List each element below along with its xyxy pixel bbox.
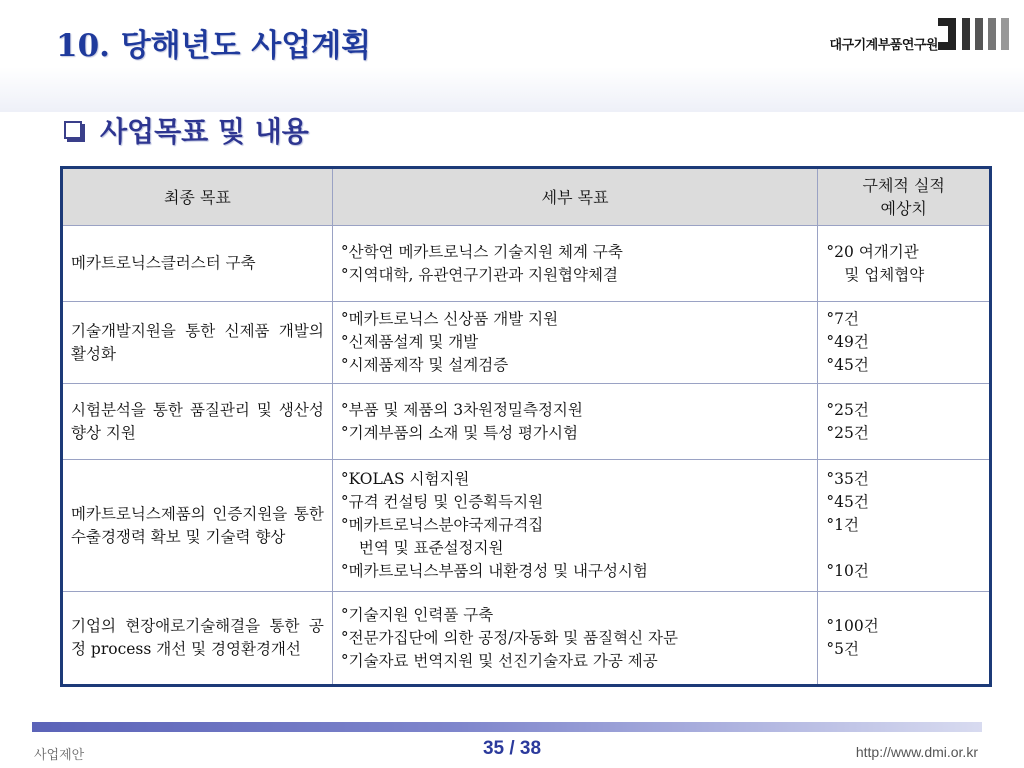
detail-item: ° 신제품설계 및 개발	[341, 331, 810, 354]
detail-item: ° 시제품제작 및 설계검증	[341, 354, 810, 377]
detail-item: ° 산학연 메카트로닉스 기술지원 체계 구축	[341, 241, 810, 264]
detail-item: ° KOLAS 시험지원	[341, 468, 810, 491]
result-item: ° 25건	[826, 399, 981, 422]
institute-logo	[816, 14, 1012, 62]
page-number: 35 / 38	[482, 738, 542, 759]
detail-item: ° 메카트로닉스 신상품 개발 지원	[341, 308, 810, 331]
final-goal-cell: 메카트로닉스클러스터 구축	[62, 226, 333, 302]
final-goal-cell: 기술개발지원을 통한 신제품 개발의 활성화	[62, 302, 333, 384]
result-item: ° 5건	[826, 638, 981, 661]
detail-goal-cell	[332, 384, 818, 460]
footer-bar	[32, 722, 982, 732]
logo-text: 대구기계부품연구원	[829, 38, 938, 53]
result-item: ° 35건	[826, 468, 981, 491]
result-item: ° 10건	[826, 560, 981, 583]
result-item: 및 업체협약	[844, 265, 925, 284]
result-item: ° 45건	[826, 491, 981, 514]
result-item: ° 20 여개기관	[826, 241, 981, 264]
expected-result-cell	[818, 460, 991, 592]
detail-item: ° 지역대학, 유관연구기관과 지원협약체결	[341, 264, 810, 287]
header-expected-line: 예상치	[880, 199, 927, 218]
detail-goal-cell	[332, 302, 818, 384]
business-plan-table	[60, 166, 992, 687]
header-expected-results	[818, 168, 991, 226]
detail-item: ° 부품 및 제품의 3차원정밀측정지원	[341, 399, 810, 422]
table-row	[62, 460, 991, 592]
detail-item: 번역 및 표준설정지원	[358, 539, 504, 557]
detail-item: ° 메카트로닉스부품의 내환경성 및 내구성시험	[341, 560, 810, 583]
final-goal-cell: 시험분석을 통한 품질관리 및 생산성향상 지원	[62, 384, 333, 460]
detail-item: ° 메카트로닉스분야국제규격집	[341, 514, 810, 537]
header-expected-line: 구체적 실적	[862, 176, 945, 195]
logo-bars-icon	[936, 14, 1012, 54]
table-row	[62, 302, 991, 384]
detail-item: ° 기술자료 번역지원 및 선진기술자료 가공 제공	[341, 650, 810, 673]
result-item: ° 45건	[826, 354, 981, 377]
table-row	[62, 384, 991, 460]
footer-url: http://www.dmi.or.kr	[855, 744, 978, 760]
table-header-row	[62, 168, 991, 226]
detail-goal-cell	[332, 592, 818, 686]
checkbox-bullet-icon	[64, 121, 82, 139]
expected-result-cell	[818, 302, 991, 384]
expected-result-cell	[818, 592, 991, 686]
detail-item: ° 규격 컨설팅 및 인증획득지원	[341, 491, 810, 514]
slide-title: 10. 당해년도 사업계획	[56, 28, 372, 64]
final-goal-cell: 메카트로닉스제품의 인증지원을 통한 수출경쟁력 확보 및 기술력 향상	[62, 460, 333, 592]
result-item: ° 49건	[826, 331, 981, 354]
detail-item: ° 전문가집단에 의한 공정/자동화 및 품질혁신 자문	[341, 627, 810, 650]
table-row	[62, 226, 991, 302]
footer-section-label: 사업제안	[34, 748, 85, 763]
detail-goal-cell	[332, 460, 818, 592]
section-heading-text: 사업목표 및 내용	[100, 115, 309, 148]
detail-item: ° 기계부품의 소재 및 특성 평가시험	[341, 422, 810, 445]
section-heading	[64, 108, 309, 152]
result-item: ° 1건	[826, 514, 981, 537]
expected-result-cell	[818, 226, 991, 302]
header-detail-goal: 세부 목표	[332, 168, 818, 226]
result-item: ° 25건	[826, 422, 981, 445]
result-item: ° 100건	[826, 615, 981, 638]
final-goal-cell: 기업의 현장애로기술해결을 통한 공정 process 개선 및 경영환경개선	[62, 592, 333, 686]
expected-result-cell	[818, 384, 991, 460]
header-final-goal: 최종 목표	[62, 168, 333, 226]
detail-item: ° 기술지원 인력풀 구축	[341, 604, 810, 627]
detail-goal-cell	[332, 226, 818, 302]
result-item: ° 7건	[826, 308, 981, 331]
result-item	[826, 537, 981, 560]
table-row	[62, 592, 991, 686]
